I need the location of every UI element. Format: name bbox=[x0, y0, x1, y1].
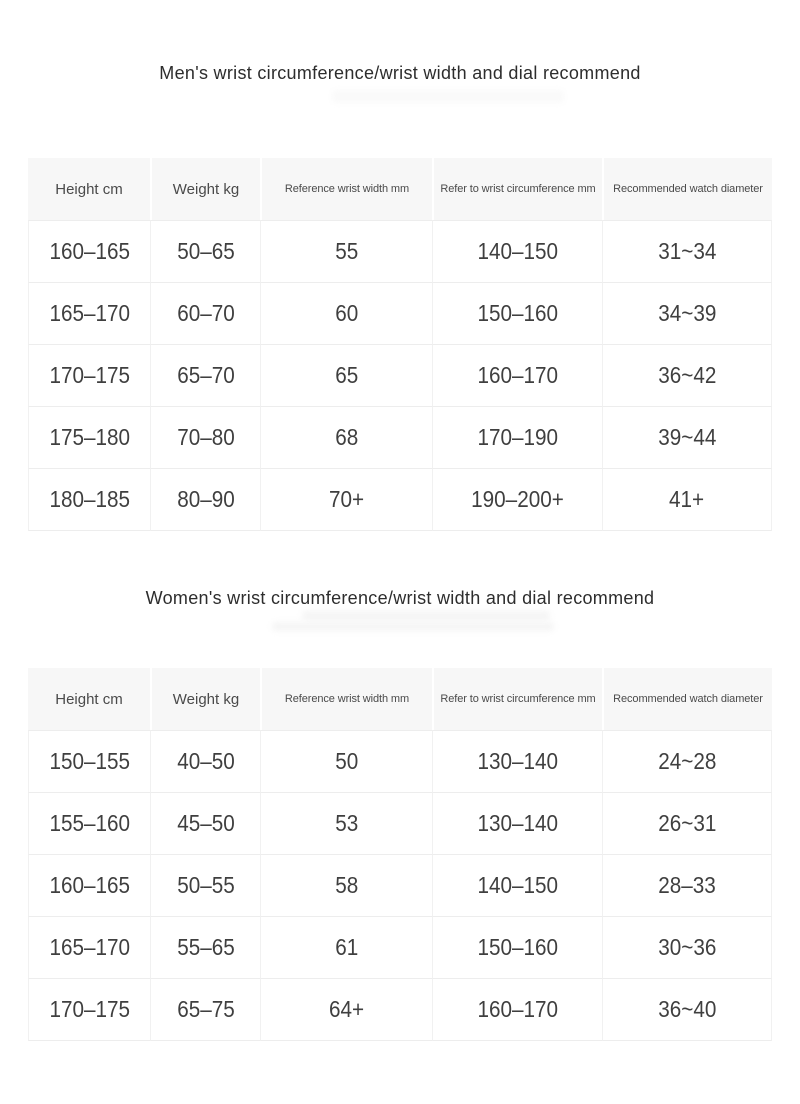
table-cell bbox=[150, 978, 260, 1041]
erased-text-smudge bbox=[302, 611, 550, 620]
table-cell bbox=[602, 220, 772, 282]
cell-value: 160–170 bbox=[477, 362, 558, 388]
table-cell bbox=[602, 730, 772, 792]
cell-value: 140–150 bbox=[477, 238, 558, 264]
table-cell bbox=[28, 916, 150, 978]
table-cell bbox=[602, 978, 772, 1041]
table-cell bbox=[28, 344, 150, 406]
table-cell bbox=[432, 220, 602, 282]
column-header-height: Height cm bbox=[28, 668, 150, 730]
table-cell bbox=[260, 792, 432, 854]
cell-value: 65–75 bbox=[176, 996, 235, 1022]
mens-size-table bbox=[28, 158, 772, 531]
table-cell bbox=[150, 344, 260, 406]
table-cell bbox=[28, 978, 150, 1041]
cell-value: 36~40 bbox=[657, 996, 717, 1022]
table-row bbox=[28, 916, 772, 978]
table-cell bbox=[28, 468, 150, 531]
mens-table-body bbox=[28, 220, 772, 531]
cell-value: 68 bbox=[334, 424, 359, 450]
cell-value: 61 bbox=[334, 934, 359, 960]
table-cell bbox=[602, 916, 772, 978]
cell-value: 26~31 bbox=[657, 810, 717, 836]
table-row bbox=[28, 220, 772, 282]
erased-text-smudge bbox=[332, 90, 564, 103]
cell-value: 160–165 bbox=[49, 872, 130, 898]
table-cell bbox=[28, 854, 150, 916]
table-cell bbox=[602, 468, 772, 531]
table-row bbox=[28, 792, 772, 854]
cell-value: 165–170 bbox=[49, 300, 130, 326]
cell-value: 150–160 bbox=[477, 300, 558, 326]
cell-value: 55–65 bbox=[176, 934, 235, 960]
table-cell bbox=[150, 916, 260, 978]
cell-value: 130–140 bbox=[477, 810, 558, 836]
table-cell bbox=[432, 792, 602, 854]
header-row bbox=[28, 668, 772, 730]
erased-text-smudge bbox=[272, 622, 554, 631]
table-cell bbox=[260, 344, 432, 406]
table-cell bbox=[28, 220, 150, 282]
cell-value: 34~39 bbox=[657, 300, 717, 326]
table-cell bbox=[28, 406, 150, 468]
column-header-wrist-circumference: Refer to wrist circumference mm bbox=[432, 668, 602, 730]
cell-value: 40–50 bbox=[176, 748, 235, 774]
table-cell bbox=[432, 730, 602, 792]
womens-table-title: Women's wrist circumference/wrist width and dial recommend bbox=[145, 588, 655, 608]
mens-table-header bbox=[28, 158, 772, 220]
cell-value: 36~42 bbox=[657, 362, 717, 388]
table-cell bbox=[602, 792, 772, 854]
cell-value: 175–180 bbox=[49, 424, 130, 450]
table-cell bbox=[150, 220, 260, 282]
cell-value: 30~36 bbox=[657, 934, 717, 960]
table-row bbox=[28, 406, 772, 468]
table-cell bbox=[150, 406, 260, 468]
table-row bbox=[28, 854, 772, 916]
table-cell bbox=[150, 282, 260, 344]
table-cell bbox=[260, 916, 432, 978]
cell-value: 53 bbox=[334, 810, 359, 836]
womens-table-body bbox=[28, 730, 772, 1041]
cell-value: 150–155 bbox=[49, 748, 130, 774]
cell-value: 170–175 bbox=[49, 996, 130, 1022]
cell-value: 70–80 bbox=[176, 424, 235, 450]
table-cell bbox=[260, 730, 432, 792]
cell-value: 150–160 bbox=[477, 934, 558, 960]
table-cell bbox=[602, 406, 772, 468]
table-cell bbox=[260, 282, 432, 344]
column-header-wrist-circumference: Refer to wrist circumference mm bbox=[432, 158, 602, 220]
table-cell bbox=[432, 282, 602, 344]
table-cell bbox=[260, 468, 432, 531]
table-cell bbox=[150, 792, 260, 854]
table-row bbox=[28, 344, 772, 406]
table-cell bbox=[432, 916, 602, 978]
cell-value: 170–190 bbox=[477, 424, 558, 450]
cell-value: 50 bbox=[334, 748, 359, 774]
cell-value: 45–50 bbox=[176, 810, 235, 836]
cell-value: 58 bbox=[334, 872, 359, 898]
table-cell bbox=[260, 220, 432, 282]
cell-value: 28–33 bbox=[658, 872, 716, 898]
table-cell bbox=[28, 792, 150, 854]
table-cell bbox=[150, 854, 260, 916]
table-cell bbox=[602, 854, 772, 916]
table-cell bbox=[28, 282, 150, 344]
cell-value: 70+ bbox=[328, 486, 365, 512]
table-cell bbox=[150, 730, 260, 792]
cell-value: 160–170 bbox=[477, 996, 558, 1022]
table-cell bbox=[432, 854, 602, 916]
cell-value: 60–70 bbox=[176, 300, 235, 326]
column-header-weight: Weight kg bbox=[150, 158, 260, 220]
mens-table-title: Men's wrist circumference/wrist width and dial recommend bbox=[159, 63, 641, 83]
cell-value: 24~28 bbox=[657, 748, 717, 774]
cell-value: 140–150 bbox=[477, 872, 558, 898]
cell-value: 60 bbox=[334, 300, 359, 326]
table-row bbox=[28, 730, 772, 792]
column-header-watch-diameter: Recommended watch diameter bbox=[602, 668, 772, 730]
column-header-weight: Weight kg bbox=[150, 668, 260, 730]
table-cell bbox=[260, 854, 432, 916]
cell-value: 50–65 bbox=[176, 238, 235, 264]
cell-value: 130–140 bbox=[477, 748, 558, 774]
womens-size-table bbox=[28, 668, 772, 1041]
table-cell bbox=[260, 406, 432, 468]
cell-value: 41+ bbox=[669, 486, 705, 512]
cell-value: 80–90 bbox=[176, 486, 235, 512]
table-row bbox=[28, 282, 772, 344]
column-header-watch-diameter: Recommended watch diameter bbox=[602, 158, 772, 220]
header-row bbox=[28, 158, 772, 220]
table-cell bbox=[432, 344, 602, 406]
table-row bbox=[28, 978, 772, 1041]
cell-value: 170–175 bbox=[49, 362, 130, 388]
cell-value: 64+ bbox=[328, 996, 365, 1022]
table-cell bbox=[602, 282, 772, 344]
womens-table-header bbox=[28, 668, 772, 730]
cell-value: 155–160 bbox=[49, 810, 130, 836]
cell-value: 160–165 bbox=[49, 238, 130, 264]
column-header-height: Height cm bbox=[28, 158, 150, 220]
table-cell bbox=[260, 978, 432, 1041]
cell-value: 180–185 bbox=[49, 486, 130, 512]
column-header-wrist-width: Reference wrist width mm bbox=[260, 668, 432, 730]
cell-value: 165–170 bbox=[49, 934, 130, 960]
cell-value: 39~44 bbox=[657, 424, 717, 450]
table-cell bbox=[432, 468, 602, 531]
cell-value: 50–55 bbox=[176, 872, 235, 898]
cell-value: 65 bbox=[334, 362, 359, 388]
table-cell bbox=[432, 406, 602, 468]
cell-value: 65–70 bbox=[176, 362, 235, 388]
cell-value: 31~34 bbox=[657, 238, 717, 264]
cell-value: 190–200+ bbox=[471, 486, 564, 512]
table-cell bbox=[150, 468, 260, 531]
table-cell bbox=[602, 344, 772, 406]
cell-value: 55 bbox=[334, 238, 359, 264]
table-row bbox=[28, 468, 772, 531]
column-header-wrist-width: Reference wrist width mm bbox=[260, 158, 432, 220]
table-cell bbox=[432, 978, 602, 1041]
table-cell bbox=[28, 730, 150, 792]
